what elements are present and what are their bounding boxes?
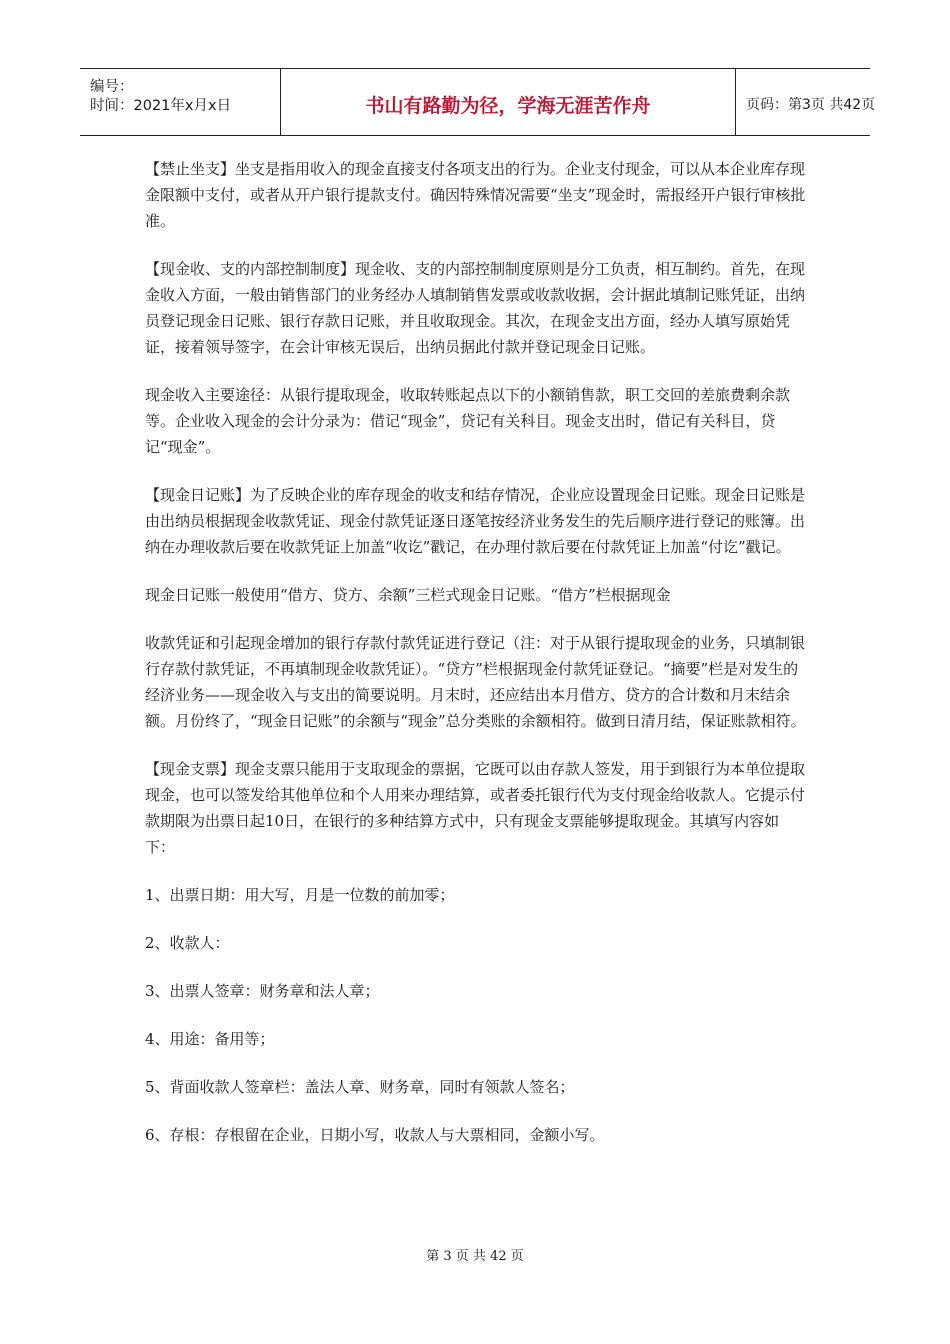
page-header	[80, 68, 876, 136]
paragraph-three-column-journal: 现金日记账一般使用“借方、贷方、余额”三栏式现金日记账。“借方”栏根据现金	[145, 586, 671, 604]
list-item: 4、用途：备用等；	[145, 1030, 275, 1048]
document-time-label: 时间：2021年x月x日	[90, 98, 232, 114]
header-motto: 书山有路勤为径，学海无涯苦作舟	[365, 95, 651, 117]
header-page-cell	[736, 69, 876, 135]
paragraph-cash-check: 【现金支票】现金支票只能用于支取现金的票据，它既可以由存款人签发，用于到银行为本单位提取现金，也可以签发给其他单位和个人用来办理结算，或者委托银行代为支付现金给收款人。它提示付款期限为出票日起10日，在银行的多种结算方式中，只有现金支票能够提取现金。其填写内容如下：	[145, 760, 806, 856]
list-item: 1、出票日期：用大写，月是一位数的前加零；	[145, 886, 455, 904]
paragraph-cash-income-sources: 现金收入主要途径：从银行提取现金，收取转账起点以下的小额销售款，职工交回的差旅费剩余款等。企业收入现金的会计分录为：借记“现金”，贷记有关科目。现金支出时，借记有关科目，贷记“现金”。	[145, 386, 791, 456]
list-item: 3、出票人签章：财务章和法人章；	[145, 982, 380, 1000]
header-motto-cell	[280, 69, 736, 135]
list-item: 2、收款人：	[145, 934, 230, 952]
paragraph-internal-control: 【现金收、支的内部控制制度】现金收、支的内部控制制度原则是分工负责，相互制约。首先，在现金收入方面，一般由销售部门的业务经办人填制销售发票或收款收据，会计据此填制记账凭证，出纳员登记现金日记账、银行存款日记账，并且收取现金。其次，在现金支出方面，经办人填写原始凭证，接着领导签字，在会计审核无误后，出纳员据此付款并登记现金日记账。	[145, 260, 806, 356]
list-item: 6、存根：存根留在企业，日期小写，收款人与大票相同，金额小写。	[145, 1126, 605, 1144]
document-number-label: 编号：	[90, 79, 134, 95]
header-meta	[80, 69, 280, 135]
header-page-code: 页码：第3页 共42页	[746, 97, 876, 113]
paragraph-cash-journal: 【现金日记账】为了反映企业的库存现金的收支和结存情况，企业应设置现金日记账。现金日记账是由出纳员根据现金收款凭证、现金付款凭证逐日逐笔按经济业务发生的先后顺序进行登记的账簿。出纳在办理收款后要在收款凭证上加盖“收讫”戳记，在办理付款后要在付款凭证上加盖“付讫”戳记。	[145, 486, 806, 556]
page-footer: 第 3 页 共 42 页	[426, 1249, 524, 1264]
paragraph-no-direct-payment: 【禁止坐支】坐支是指用收入的现金直接支付各项支出的行为。企业支付现金，可以从本企业库存现金限额中支付，或者从开户银行提款支付。确因特殊情况需要“坐支”现金时，需报经开户银行审核批准。	[145, 160, 806, 230]
list-item: 5、背面收款人签章栏：盖法人章、财务章，同时有领款人签名；	[145, 1078, 575, 1096]
paragraph-journal-entries: 收款凭证和引起现金增加的银行存款付款凭证进行登记（注：对于从银行提取现金的业务，只填制银行存款付款凭证，不再填制现金收款凭证）。“贷方”栏根据现金付款凭证登记。“摘要”栏是对发生的经济业务——现金收入与支出的简要说明。月末时，还应结出本月借方、贷方的合计数和月末结余额。月份终了，“现金日记账”的余额与“现金”总分类账的余额相符。做到日清月结，保证账款相符。	[145, 634, 806, 730]
document-body	[145, 156, 809, 1148]
